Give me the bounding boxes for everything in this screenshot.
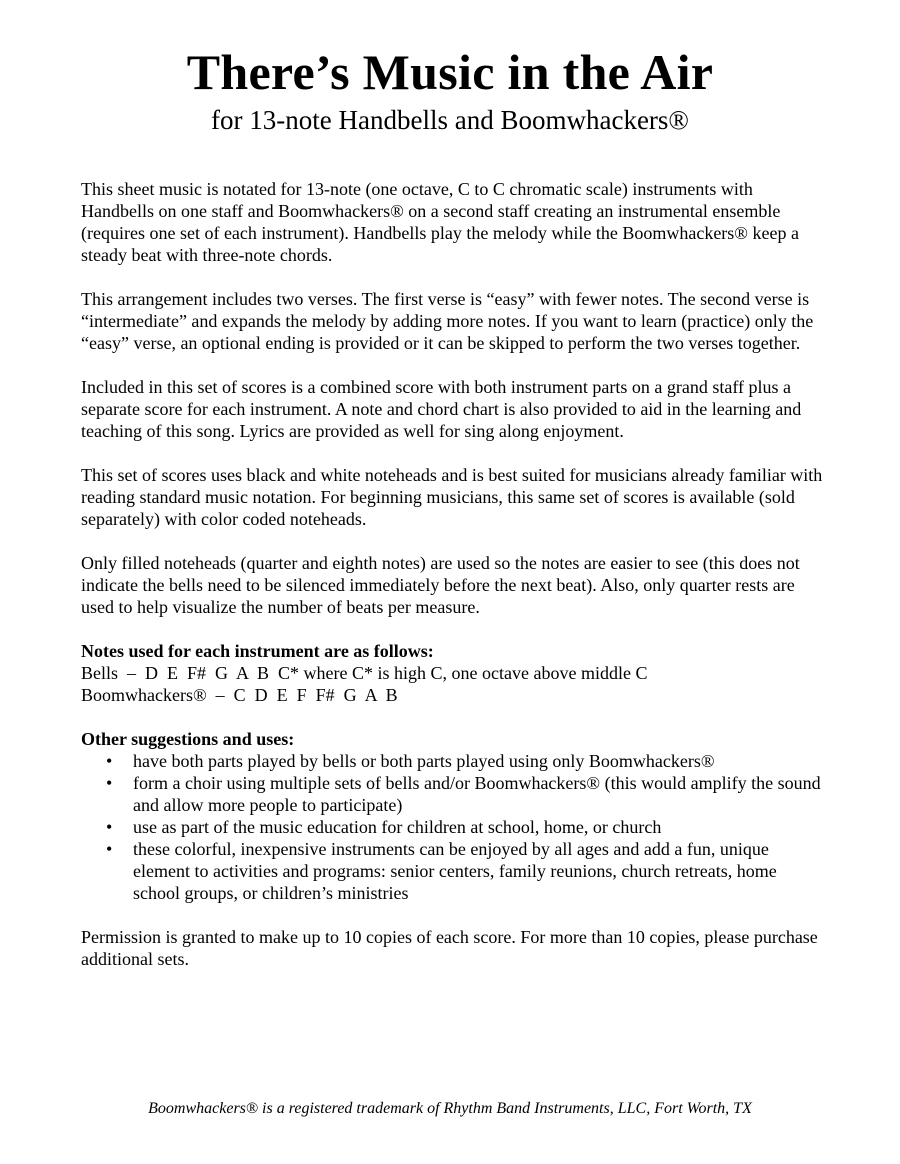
paragraph-noteheads: This set of scores uses black and white noteheads and is best suited for musicians already familiar with reading standard music notation. For beginning musicians, this same set of scores is available (sold separately) with color coded noteheads. xyxy=(81,465,823,529)
boomwhackers-notes-line: Boomwhackers® – C D E F F# G A B xyxy=(81,685,398,705)
suggestions-heading: Other suggestions and uses: xyxy=(81,729,295,749)
bells-notes-line: Bells – D E F# G A B C* where C* is high C, one octave above middle C xyxy=(81,663,648,683)
notes-section xyxy=(81,640,826,706)
paragraph-permission: Permission is granted to make up to 10 copies of each score. For more than 10 copies, please purchase additional sets. xyxy=(81,927,818,969)
document-subtitle: for 13-note Handbells and Boomwhackers® xyxy=(211,105,689,135)
trademark-footer: Boomwhackers® is a registered trademark of Rhythm Band Instruments, LLC, Fort Worth, TX xyxy=(148,1100,752,1117)
suggestions-section xyxy=(81,728,826,904)
paragraph-instrumentation: This sheet music is notated for 13-note (one octave, C to C chromatic scale) instruments with Handbells on one staff and Boomwhackers® on a second staff creating an instrumental ensemble (requires one set of each instrument). Handbells play the melody while the Boomwhackers® keep a steady beat with three-note chords. xyxy=(81,179,799,265)
paragraph-scores-included: Included in this set of scores is a combined score with both instrument parts on a grand staff plus a separate score for each instrument. A note and chord chart is also provided to aid in the learning and teaching of this song. Lyrics are provided as well for sing along enjoyment. xyxy=(81,377,802,441)
suggestions-list xyxy=(81,750,826,904)
document-title: There’s Music in the Air xyxy=(186,44,714,100)
list-item: • form a choir using multiple sets of bells and/or Boomwhackers® (this would amplify the sound and allow more people to participate) xyxy=(81,772,826,816)
paragraph-verses: This arrangement includes two verses. The first verse is “easy” with fewer notes. The second verse is “intermediate” and expands the melody by adding more notes. If you want to learn (practice) only the “easy” verse, an optional ending is provided or it can be skipped to perform the two verses together. xyxy=(81,289,814,353)
list-item: • these colorful, inexpensive instruments can be enjoyed by all ages and add a fun, unique element to activities and programs: senior centers, family reunions, church retreats, home school groups, or children’s ministries xyxy=(81,838,826,904)
document-body xyxy=(81,178,826,992)
list-item: • use as part of the music education for children at school, home, or church xyxy=(81,816,826,838)
notes-section-heading: Notes used for each instrument are as follows: xyxy=(81,641,434,661)
paragraph-filled-noteheads: Only filled noteheads (quarter and eighth notes) are used so the notes are easier to see (this does not indicate the bells need to be silenced immediately before the next beat). Also, only quarter rests are used to help visualize the number of beats per measure. xyxy=(81,553,800,617)
list-item: • have both parts played by bells or both parts played using only Boomwhackers® xyxy=(81,750,826,772)
